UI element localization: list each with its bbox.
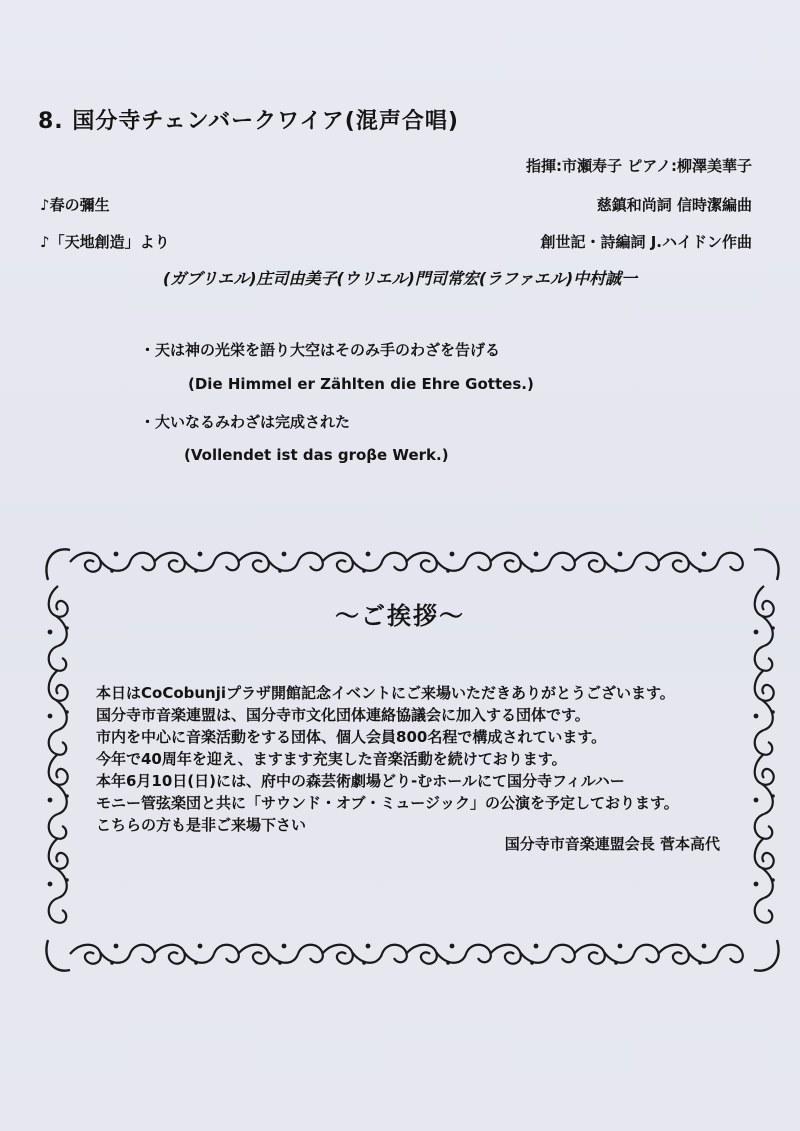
- piece-title-2: ♪「天地創造」より: [40, 233, 170, 251]
- section-heading: 8. 国分寺チェンバークワイア(混声合唱): [38, 109, 459, 134]
- greeting-line-4: 今年で40周年を迎え、ますます充実した音楽活動を続けております。: [96, 750, 567, 768]
- greeting-line-5: 本年6月10日(日)には、府中の森芸術劇場どり-むホールにて国分寺フィルハー: [96, 772, 625, 790]
- piece-credit-2: 創世記・詩編詞 J.ハイドン作曲: [540, 233, 752, 251]
- movement-1-de: (Die Himmel er Zählten die Ehre Gottes.): [188, 375, 534, 393]
- greeting-signature: 国分寺市音楽連盟会長 菅本高代: [504, 835, 720, 853]
- piece-credit-1: 慈鎮和尚詞 信時潔編曲: [596, 196, 752, 214]
- movement-1-jp: ・天は神の光栄を語り大空はそのみ手のわざを告げる: [140, 341, 501, 359]
- soloists-line: (ガブリエル)庄司由美子(ウリエル)門司常宏(ラファエル)中村誠一: [162, 269, 638, 288]
- piece-title-1: ♪春の彌生: [40, 196, 110, 214]
- movement-2-de: (Vollendet ist das groβe Werk.): [184, 446, 449, 464]
- greeting-line-7: こちらの方も是非ご来場下さい: [96, 816, 307, 834]
- greeting-title: ～ご挨拶～: [335, 602, 465, 630]
- greeting-line-6: モニー管弦楽団と共に「サウンド・オブ・ミュージック」の公演を予定しております。: [96, 794, 679, 812]
- greeting-line-2: 国分寺市音楽連盟は、国分寺市文化団体連絡協議会に加入する団体です。: [96, 706, 590, 724]
- greeting-line-1: 本日はCoCobunjiプラザ開館記念イベントにご来場いただきありがとうございます。: [96, 684, 675, 702]
- movement-2-jp: ・大いなるみわざは完成された: [140, 413, 351, 431]
- greeting-line-3: 市内を中心に音楽活動をする団体、個人会員800名程で構成されています。: [96, 728, 607, 746]
- conductor-piano-credit: 指揮:市瀬寿子 ピアノ:柳澤美華子: [525, 157, 752, 175]
